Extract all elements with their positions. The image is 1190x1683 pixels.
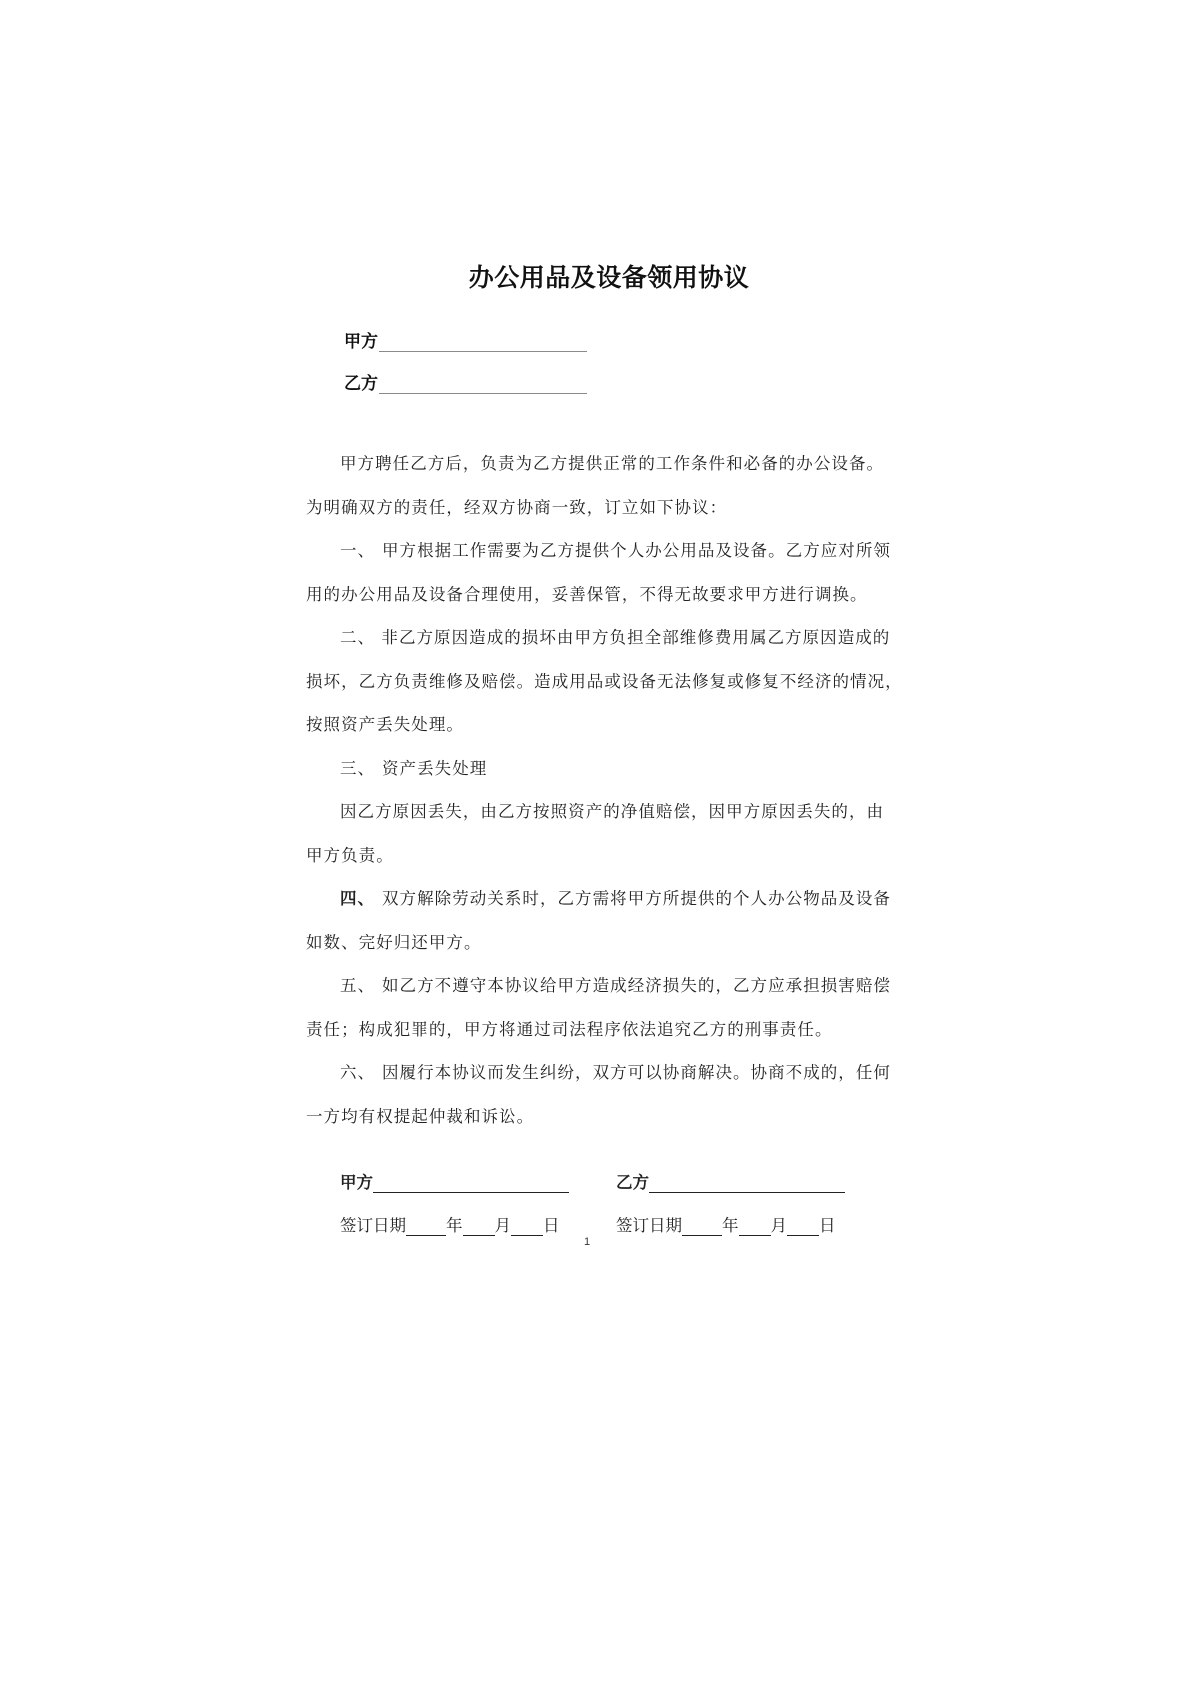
body-line: 责任；构成犯罪的，甲方将通过司法程序依法追究乙方的刑事责任。 <box>306 1019 833 1039</box>
body-line: 一方均有权提起仲裁和诉讼。 <box>306 1106 535 1126</box>
year-blank[interactable] <box>406 1217 446 1236</box>
date-row <box>340 1193 900 1236</box>
clause-6-line: 六、 因履行本协议而发生纠纷，双方可以协商解决。协商不成的，任何 <box>306 1061 886 1105</box>
date-label: 签订日期 <box>340 1216 406 1235</box>
clause-number: 三、 <box>340 758 376 778</box>
body-line: 如数、完好归还甲方。 <box>306 932 482 952</box>
body-line: 因乙方原因丢失，由乙方按照资产的净值赔偿，因甲方原因丢失的，由 <box>340 802 885 821</box>
party-a-date <box>340 1212 616 1236</box>
year-label: 年 <box>446 1216 463 1235</box>
party-b-date <box>616 1212 892 1236</box>
clause-number: 四、 <box>340 889 376 908</box>
body-line: 为明确双方的责任，经双方协商一致，订立如下协议： <box>306 497 728 517</box>
month-blank[interactable] <box>739 1217 771 1236</box>
document-title: 办公用品及设备领用协议 <box>468 263 750 292</box>
party-b-field <box>344 369 587 394</box>
clause-5-line: 五、 如乙方不遵守本协议给甲方造成经济损失的，乙方应承担损害赔偿 <box>306 974 886 1018</box>
year-blank[interactable] <box>682 1217 722 1236</box>
year-label: 年 <box>722 1216 739 1235</box>
clause-3-line: 三、 资产丢失处理 <box>306 757 886 801</box>
month-label: 月 <box>770 1216 787 1235</box>
day-blank[interactable] <box>787 1217 819 1236</box>
day-label: 日 <box>819 1216 836 1235</box>
day-blank[interactable] <box>511 1217 543 1236</box>
party-b-signature-label: 乙方 <box>616 1173 649 1192</box>
month-label: 月 <box>494 1216 511 1235</box>
day-label: 日 <box>543 1216 560 1235</box>
clause-2-line: 二、 非乙方原因造成的损坏由甲方负担全部维修费用属乙方原因造成的 <box>340 628 891 647</box>
signature-block <box>340 1150 900 1236</box>
party-b-signature-blank[interactable] <box>649 1174 845 1193</box>
clause-4-line: 四、 双方解除劳动关系时，乙方需将甲方所提供的个人办公物品及设备 <box>306 887 886 931</box>
clause-number: 五、 <box>340 976 376 995</box>
agreement-body <box>306 452 903 1148</box>
month-blank[interactable] <box>463 1217 495 1236</box>
party-a-blank[interactable] <box>379 333 587 352</box>
body-line: 甲方负责。 <box>306 845 394 865</box>
clause-number: 一、 <box>340 541 376 560</box>
clause-number: 六、 <box>340 1063 376 1082</box>
date-label: 签订日期 <box>616 1216 682 1235</box>
body-line: 甲方聘任乙方后，负责为乙方提供正常的工作条件和必备的办公设备。 <box>340 454 885 473</box>
party-a-signature <box>340 1169 616 1193</box>
body-line: 用的办公用品及设备合理使用，妥善保管，不得无故要求甲方进行调换。 <box>306 584 868 604</box>
party-b-signature <box>616 1169 892 1193</box>
party-a-signature-blank[interactable] <box>373 1174 569 1193</box>
party-b-label: 乙方 <box>344 374 378 394</box>
party-a-field <box>344 327 587 352</box>
signature-row <box>340 1150 900 1193</box>
body-line: 按照资产丢失处理。 <box>306 715 464 734</box>
clause-1-line: 一、 甲方根据工作需要为乙方提供个人办公用品及设备。乙方应对所领 <box>306 539 886 583</box>
body-line: 损坏，乙方负责维修及赔偿。造成用品或设备无法修复或修复不经济的情况， <box>306 671 903 691</box>
page-number: 1 <box>583 1236 591 1248</box>
party-a-label: 甲方 <box>344 332 378 352</box>
party-a-signature-label: 甲方 <box>340 1173 373 1192</box>
party-b-blank[interactable] <box>379 375 587 394</box>
